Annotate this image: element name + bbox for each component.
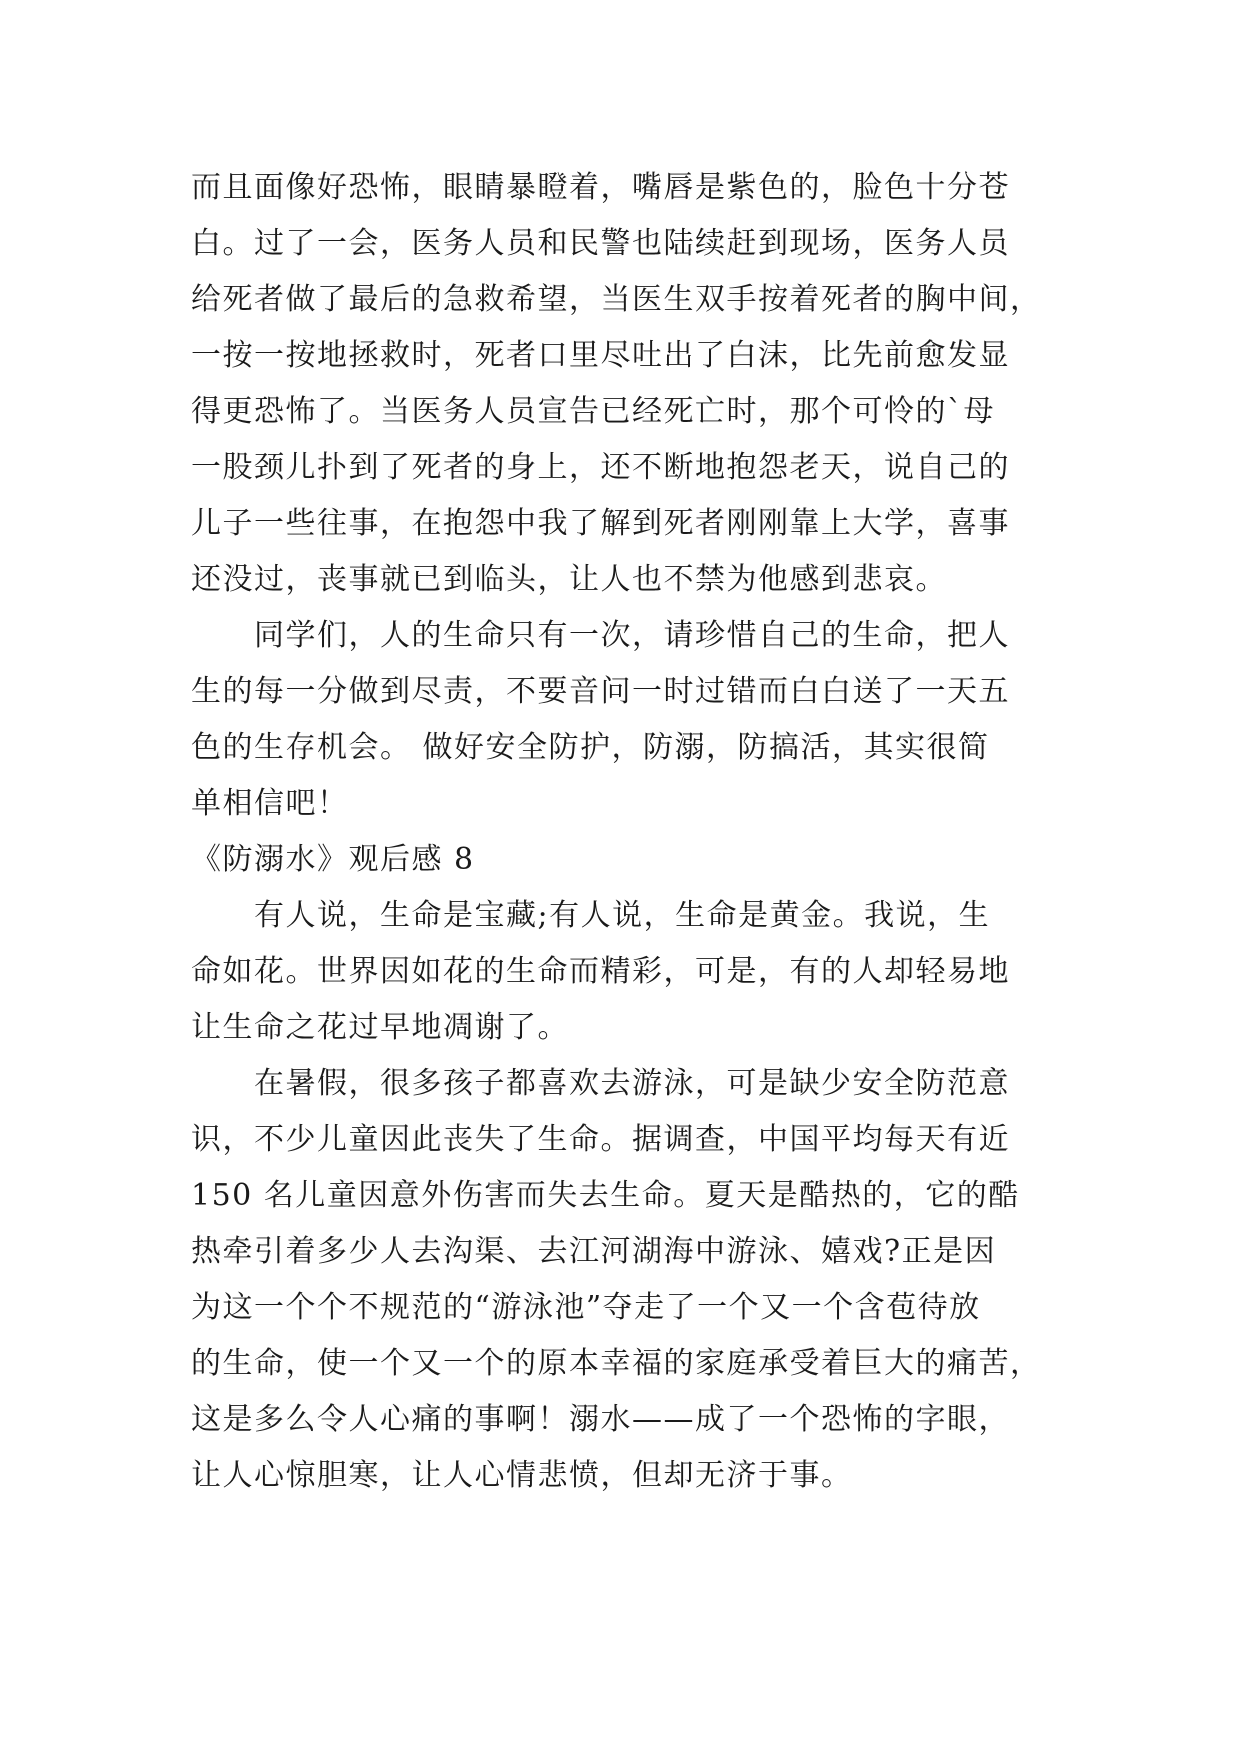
text-line: 150 名儿童因意外伤害而失去生命。夏天是酷热的，它的酷 bbox=[191, 1178, 1020, 1213]
text-line: 有人说，生命是宝藏;有人说，生命是黄金。我说，生 bbox=[191, 898, 991, 933]
text-line: 而且面像好恐怖，眼睛暴瞪着，嘴唇是紫色的，脸色十分苍 bbox=[191, 170, 1010, 205]
paragraph bbox=[191, 160, 1081, 608]
text-line: 让人心惊胆寒，让人心情悲愤，但却无济于事。 bbox=[191, 1458, 853, 1493]
text-line: 在暑假，很多孩子都喜欢去游泳，可是缺少安全防范意 bbox=[191, 1066, 1010, 1101]
heading-text: 《防溺水》观后感 8 bbox=[191, 842, 475, 877]
text-line: 得更恐怖了。当医务人员宣告已经死亡时，那个可怜的`母 bbox=[191, 394, 995, 429]
text-line: 同学们，人的生命只有一次，请珍惜自己的生命，把人 bbox=[191, 618, 1010, 653]
text-line: 生的每一分做到尽责，不要音问一时过错而白白送了一天五 bbox=[191, 674, 1010, 709]
text-line: 让生命之花过早地凋谢了。 bbox=[191, 1010, 569, 1045]
paragraph bbox=[191, 1056, 1081, 1504]
text-line: 还没过，丧事就已到临头，让人也不禁为他感到悲哀。 bbox=[191, 562, 947, 597]
paragraph bbox=[191, 608, 1081, 832]
text-line: 热牵引着多少人去沟渠、去江河湖海中游泳、嬉戏?正是因 bbox=[191, 1234, 997, 1269]
text-line: 的生命，使一个又一个的原本幸福的家庭承受着巨大的痛苦， bbox=[191, 1346, 1042, 1381]
text-line: 白。过了一会，医务人员和民警也陆续赶到现场，医务人员 bbox=[191, 226, 1010, 261]
section-heading bbox=[191, 832, 1081, 888]
text-line: 儿子一些往事，在抱怨中我了解到死者刚刚靠上大学，喜事 bbox=[191, 506, 1010, 541]
text-line: 命如花。世界因如花的生命而精彩，可是，有的人却轻易地 bbox=[191, 954, 1010, 989]
document-body bbox=[191, 160, 1081, 1504]
text-line: 色的生存机会。 做好安全防护，防溺，防搞活，其实很简 bbox=[191, 730, 990, 765]
text-line: 一股颈儿扑到了死者的身上，还不断地抱怨老天，说自己的 bbox=[191, 450, 1010, 485]
text-line: 为这一个个不规范的“游泳池”夺走了一个又一个含苞待放 bbox=[191, 1290, 981, 1325]
text-line: 给死者做了最后的急救希望，当医生双手按着死者的胸中间， bbox=[191, 282, 1042, 317]
text-line: 这是多么令人心痛的事啊！溺水——成了一个恐怖的字眼， bbox=[191, 1402, 1010, 1437]
paragraph bbox=[191, 888, 1081, 1056]
text-line: 单相信吧！ bbox=[191, 786, 349, 821]
text-line: 一按一按地拯救时，死者口里尽吐出了白沫，比先前愈发显 bbox=[191, 338, 1010, 373]
text-line: 识，不少儿童因此丧失了生命。据调查，中国平均每天有近 bbox=[191, 1122, 1010, 1157]
